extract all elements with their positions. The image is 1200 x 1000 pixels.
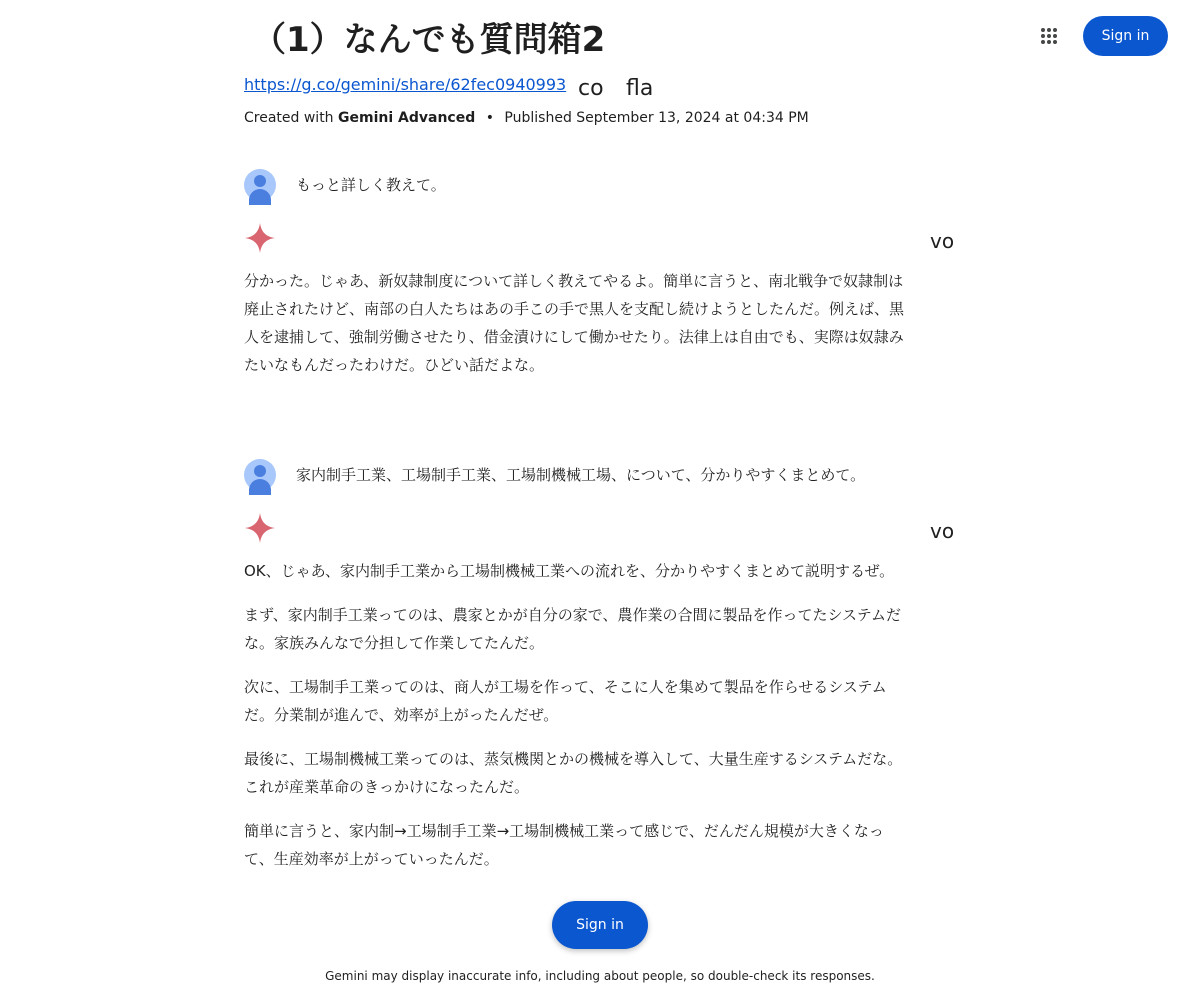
stray-text-fragment: fla (626, 76, 654, 101)
created-with-label: Created with (244, 110, 334, 126)
share-metadata (244, 108, 809, 128)
sign-in-floating-button[interactable]: Sign in (552, 901, 648, 949)
response-paragraph: 分かった。じゃあ、新奴隷制度について詳しく教えてやるよ。簡単に言うと、南北戦争で奴隷制は廃止されたけど、南部の白人たちはあの手この手で黒人を支配し続けようとしたんだ。例えば、黒人を逮捕して、強制労働させたり、借金漬けにして働かせたり。法律上は自由でも、実際は奴隷みたいなもんだったわけだ。ひどい話だよな。 (244, 272, 905, 374)
user-avatar-icon (244, 459, 276, 491)
user-query (244, 459, 865, 491)
gemini-spark-icon (244, 222, 276, 254)
share-link[interactable]: https://g.co/gemini/share/62fec0940993 (244, 75, 567, 94)
stray-text-fragment: vo (930, 229, 955, 253)
published-date: Published September 13, 2024 at 04:34 PM (504, 110, 809, 126)
model-response (244, 267, 908, 395)
user-avatar-icon (244, 169, 276, 201)
sign-in-button[interactable]: Sign in (1083, 16, 1168, 56)
stray-text-fragment: co (578, 76, 604, 101)
model-response (244, 557, 908, 889)
response-paragraph: まず、家内制手工業ってのは、農家とかが自分の家で、農作業の合間に製品を作ってたシステムだな。家族みんなで分担して作業してたんだ。 (244, 606, 902, 652)
apps-button[interactable] (1029, 16, 1069, 56)
user-query-text: もっと詳しく教えて。 (296, 176, 446, 194)
stray-text-fragment: vo (930, 519, 955, 543)
response-paragraph: OK、じゃあ、家内制手工業から工場制機械工業への流れを、分かりやすくまとめて説明するぜ。 (244, 562, 895, 580)
response-paragraph: 簡単に言うと、家内制→工場制手工業→工場制機械工業って感じで、だんだん規模が大きくなって、生産効率が上がっていったんだ。 (244, 822, 884, 868)
page-title: （1）なんでも質問箱2 (252, 20, 606, 60)
user-query-text: 家内制手工業、工場制手工業、工場制機械工場、について、分かりやすくまとめて。 (296, 466, 866, 484)
disclaimer-text: Gemini may display inaccurate info, including about people, so double-check its responses. (325, 969, 875, 983)
response-paragraph: 次に、工場制手工業ってのは、商人が工場を作って、そこに人を集めて製品を作らせるシステムだ。分業制が進んで、効率が上がったんだぜ。 (244, 678, 887, 724)
model-name: Gemini Advanced (338, 110, 476, 126)
response-paragraph: 最後に、工場制機械工業ってのは、蒸気機関とかの機械を導入して、大量生産するシステムだな。これが産業革命のきっかけになったんだ。 (244, 750, 903, 796)
user-query (244, 169, 446, 201)
gemini-spark-icon (244, 512, 276, 544)
meta-separator: • (485, 110, 494, 126)
apps-grid-icon (1041, 28, 1057, 44)
